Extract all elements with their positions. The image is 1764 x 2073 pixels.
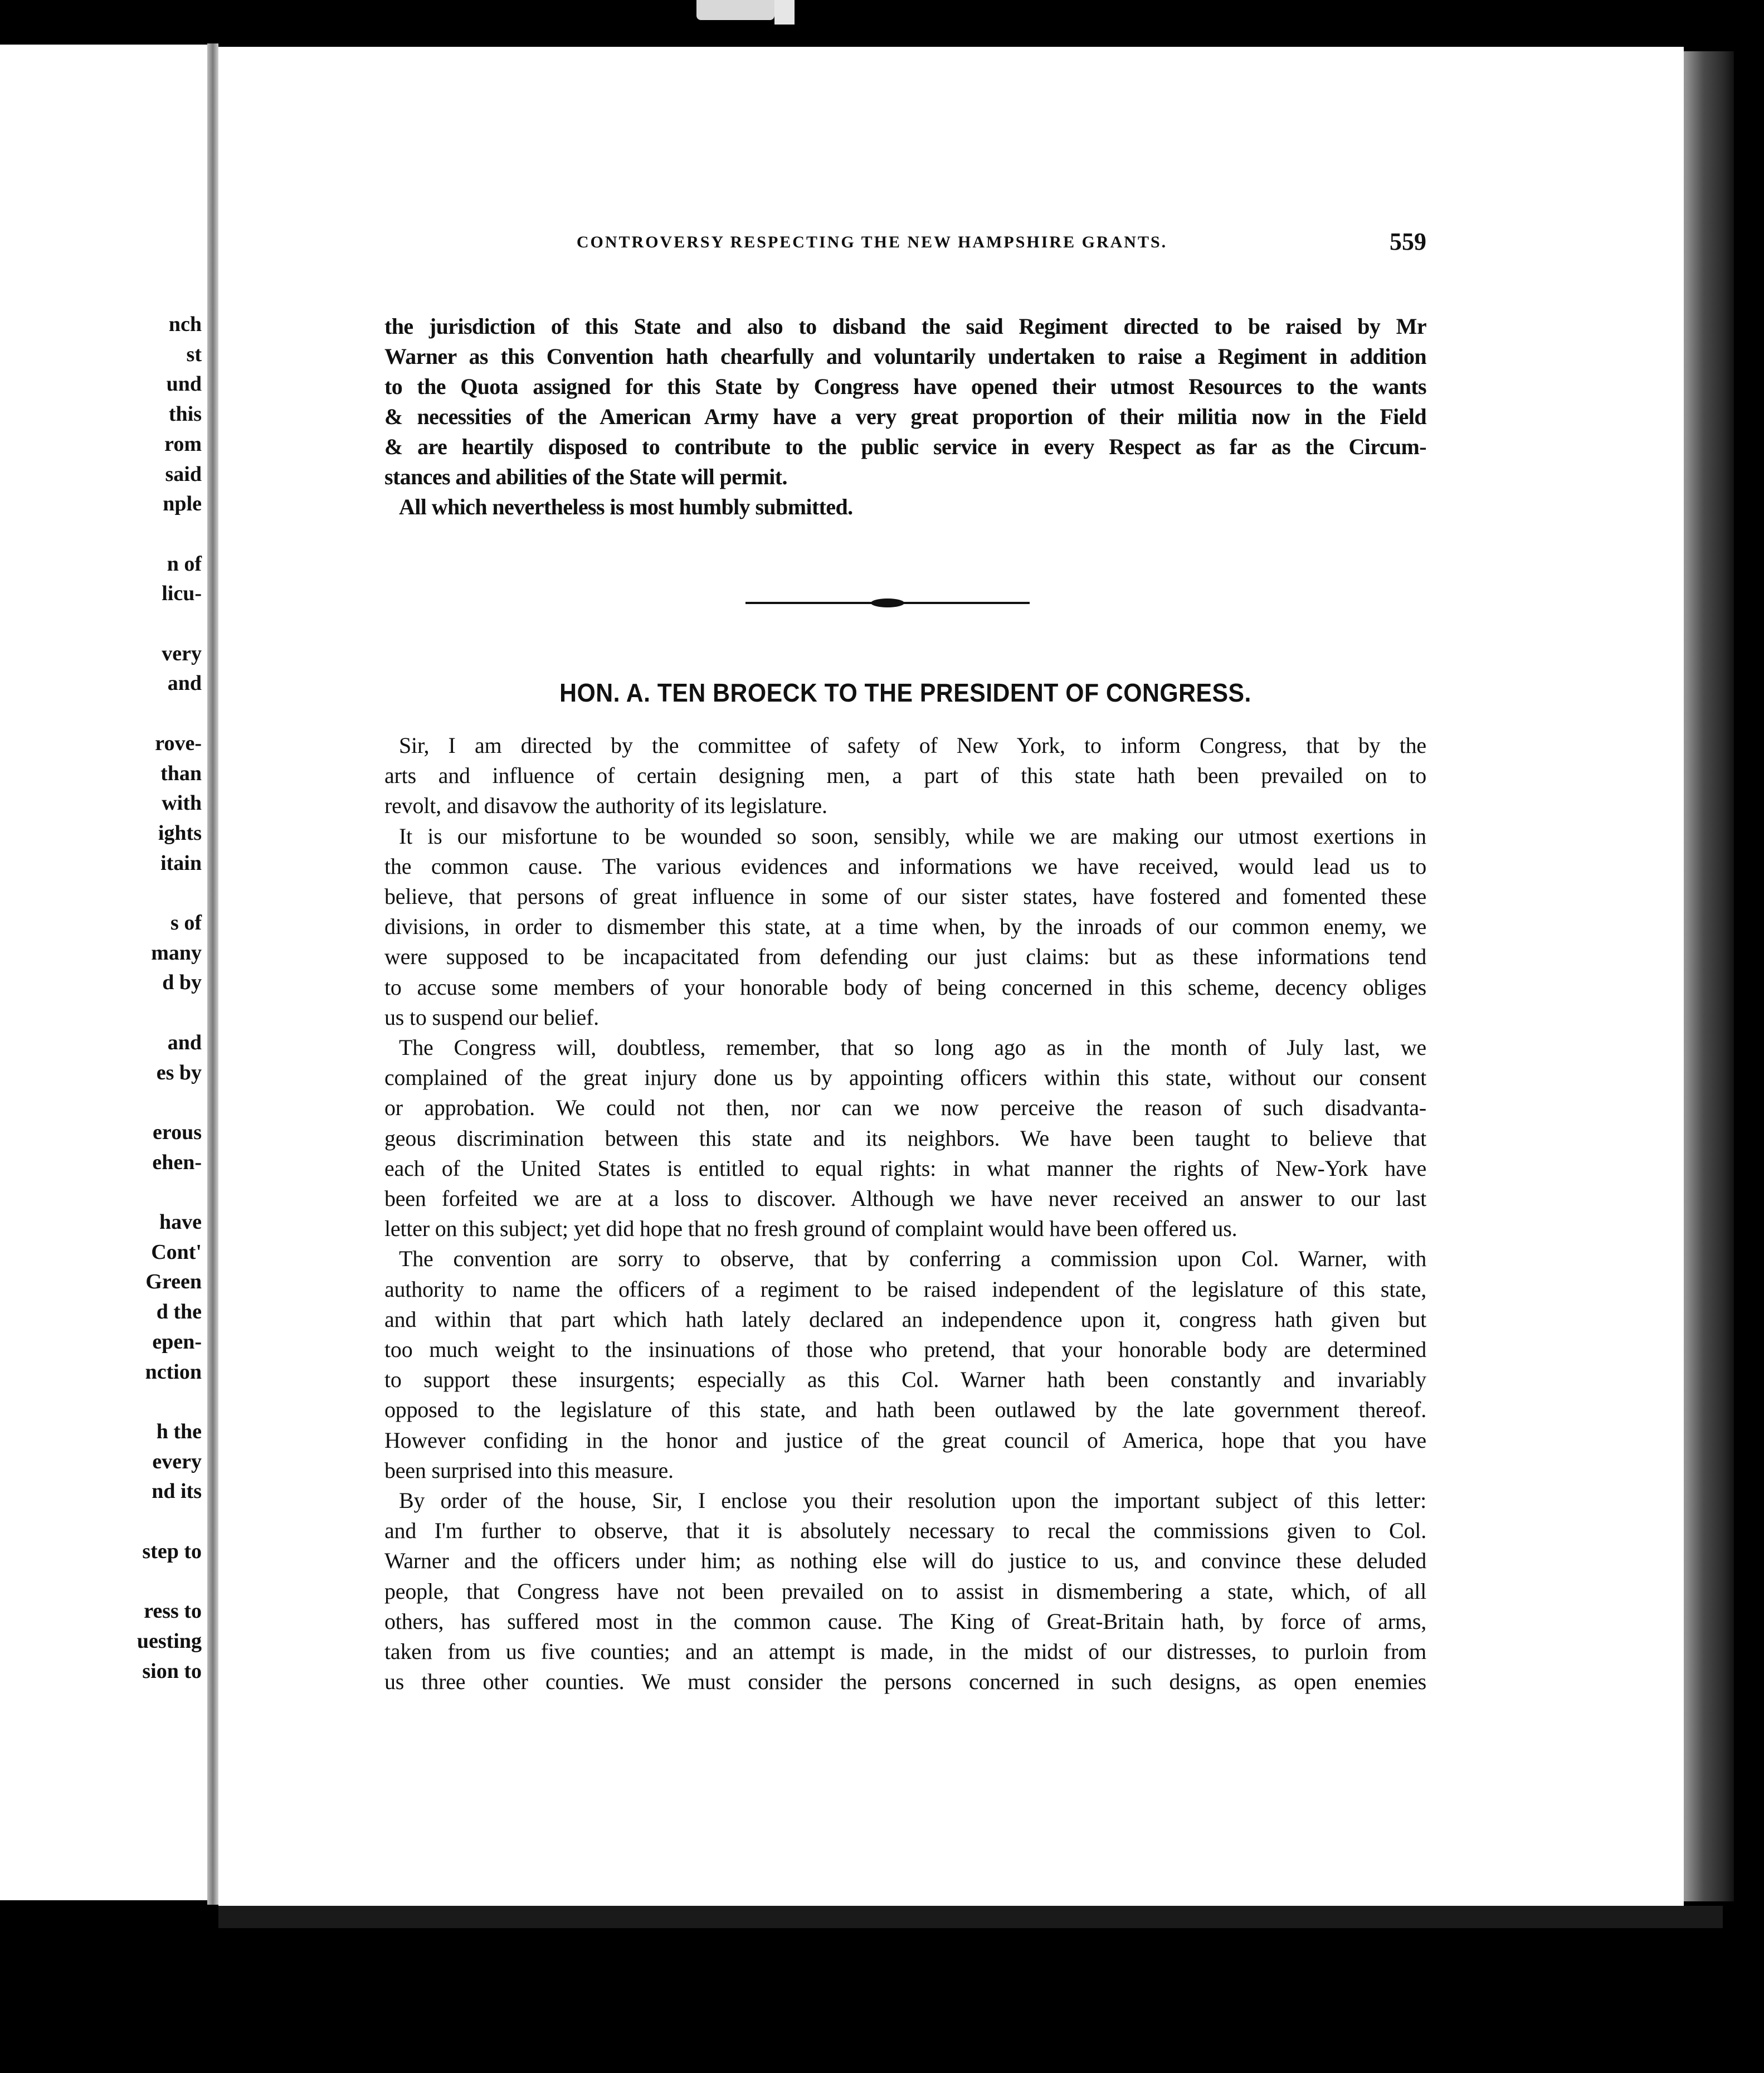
text-line: revolt, and disavow the authority of its legislature. <box>384 793 827 819</box>
text-line: Sir, I am directed by the committee of safety of New York, to inform Congress, that by the <box>399 733 1426 758</box>
text-line: stances and abilities of the State will permit. <box>384 464 787 489</box>
text-line: The Congress will, doubtless, remember, that so long ago as in the month of July last, we <box>399 1035 1426 1060</box>
left-page-fragment: licu- <box>162 582 202 606</box>
left-page-fragment: rove- <box>155 731 202 755</box>
left-page-fragment: nple <box>163 492 202 516</box>
left-page-fragment: this <box>168 402 202 426</box>
text-line: to accuse some members of your honorable body of being concerned in this scheme, decency obliges <box>384 974 1426 1000</box>
running-head <box>384 227 1426 266</box>
text-line: authority to name the officers of a regiment to be raised independent of the legislature of this state, <box>384 1276 1426 1302</box>
text-line: others, has suffered most in the common cause. The King of Great-Britain hath, by force of arms, <box>384 1608 1426 1634</box>
left-page-fragment: uesting <box>137 1629 202 1653</box>
left-page-fragment: step to <box>142 1539 202 1563</box>
text-line: people, that Congress have not been prevailed on to assist in dismembering a state, which, of all <box>384 1578 1426 1604</box>
left-page-fragment: every <box>152 1449 202 1473</box>
left-page-fragment: es by <box>156 1060 202 1084</box>
text-line: believe, that persons of great influence in some of our sister states, have fostered and fomented these <box>384 884 1426 909</box>
text-line: geous discrimination between this state and its neighbors. We have been taught to believe that <box>384 1125 1426 1151</box>
text-line: opposed to the legislature of this state, and hath been outlawed by the late government thereof. <box>384 1397 1426 1423</box>
text-line: the common cause. The various evidences and informations we have received, would lead us to <box>384 853 1426 879</box>
left-page-fragment: Cont' <box>151 1240 202 1264</box>
scanner-clip <box>696 0 774 20</box>
left-page-fragment: and <box>167 671 202 695</box>
left-page-fragment: ress to <box>144 1599 202 1623</box>
text-line: too much weight to the insinuations of those who pretend, that your honorable body are determined <box>384 1337 1426 1362</box>
left-page-fragment: ehen- <box>152 1150 202 1174</box>
text-line: letter on this subject; yet did hope that no fresh ground of complaint would have been offered us. <box>384 1216 1237 1242</box>
text-line: and I'm further to observe, that it is absolutely necessary to recal the commissions given to Col. <box>384 1518 1426 1544</box>
text-line: By order of the house, Sir, I enclose you their resolution upon the important subject of this letter: <box>399 1488 1426 1513</box>
left-page-fragment: erous <box>153 1120 202 1144</box>
book-gutter <box>207 43 218 1905</box>
left-page-fragment: itain <box>160 851 202 875</box>
text-line: us three other counties. We must consider the persons concerned in such designs, as open enemies <box>384 1669 1426 1695</box>
left-page-fragment: said <box>165 462 202 486</box>
left-page-fragment: and <box>167 1030 202 1054</box>
left-page-fragment: s of <box>170 911 202 935</box>
text-line: However confiding in the honor and justice of the great council of America, hope that you have <box>384 1427 1426 1453</box>
text-line: each of the United States is entitled to equal rights: in what manner the rights of New-York have <box>384 1155 1426 1181</box>
text-line: & are heartily disposed to contribute to the public service in every Respect as far as the Circum- <box>384 434 1426 459</box>
left-page-fragment: nction <box>145 1360 202 1384</box>
page-number: 559 <box>1390 228 1426 255</box>
left-page-fragment: sion to <box>142 1659 202 1683</box>
left-page-fragment: ights <box>158 821 202 845</box>
left-page-fragment: n of <box>167 552 202 576</box>
text-line: The convention are sorry to observe, that by conferring a commission upon Col. Warner, with <box>399 1246 1426 1272</box>
text-line: were supposed to be incapacitated from defending our just claims: but as these informations tend <box>384 944 1426 970</box>
text-line: divisions, in order to dismember this state, at a time when, by the inroads of our common enemy, we <box>384 914 1426 940</box>
text-line: complained of the great injury done us by appointing officers within this state, without our consent <box>384 1065 1426 1091</box>
left-page-fragment: d by <box>162 971 202 995</box>
left-page-fragment: very <box>162 641 202 665</box>
text-line: Warner and the officers under him; as nothing else will do justice to us, and convince these deluded <box>384 1548 1426 1574</box>
bottom-shadow <box>218 1906 1723 1928</box>
left-page-fragment: Green <box>145 1270 202 1294</box>
text-line: All which nevertheless is most humbly submitted. <box>399 494 853 519</box>
page-edge-shadow <box>1684 51 1734 1901</box>
letter-heading: HON. A. TEN BROECK TO THE PRESIDENT OF CONGRESS. <box>559 678 1251 707</box>
left-page-fragment: h the <box>156 1419 202 1443</box>
ornament-divider <box>745 596 1030 610</box>
text-line: arts and influence of certain designing men, a part of this state hath been prevailed on to <box>384 763 1426 789</box>
text-line: been forfeited we are at a loss to discover. Although we have never received an answer to our last <box>384 1186 1426 1211</box>
text-line: taken from us five counties; and an attempt is made, in the midst of our distresses, to purloin from <box>384 1639 1426 1664</box>
left-page-fragment: rom <box>164 432 202 456</box>
left-page-fragment: nch <box>168 313 202 336</box>
left-page-fragment: epen- <box>152 1330 202 1354</box>
text-line: the jurisdiction of this State and also to disband the said Regiment directed to be raised by Mr <box>384 314 1426 339</box>
left-page-fragment: st <box>186 342 202 366</box>
text-line: or approbation. We could not then, nor can we now perceive the reason of such disadvanta- <box>384 1095 1426 1121</box>
text-line: to the Quota assigned for this State by Congress have opened their utmost Resources to the wants <box>384 374 1426 399</box>
left-page-fragment: many <box>151 941 202 965</box>
left-page-fragment: nd its <box>152 1480 202 1503</box>
left-page-fragment: than <box>160 761 202 785</box>
scanner-clip-edge <box>774 0 795 25</box>
running-title: CONTROVERSY RESPECTING THE NEW HAMPSHIRE GRANTS. <box>576 233 1168 251</box>
left-page-fragment: d the <box>156 1300 202 1324</box>
left-page-fragment: und <box>166 372 202 396</box>
text-line: Warner as this Convention hath chearfully and voluntarily undertaken to raise a Regiment in addition <box>384 344 1426 369</box>
text-line: to support these insurgents; especially as this Col. Warner hath been constantly and invariably <box>384 1367 1426 1393</box>
left-page-fragment: with <box>162 791 202 815</box>
text-line: & necessities of the American Army have a very great proportion of their militia now in the Field <box>384 404 1426 429</box>
text-line: It is our misfortune to be wounded so soon, sensibly, while we are making our utmost exertions in <box>399 823 1426 849</box>
text-line: us to suspend our belief. <box>384 1004 599 1030</box>
text-line: been surprised into this measure. <box>384 1457 674 1483</box>
left-page-fragment: have <box>159 1210 202 1234</box>
text-line: and within that part which hath lately declared an independence upon it, congress hath given but <box>384 1306 1426 1332</box>
